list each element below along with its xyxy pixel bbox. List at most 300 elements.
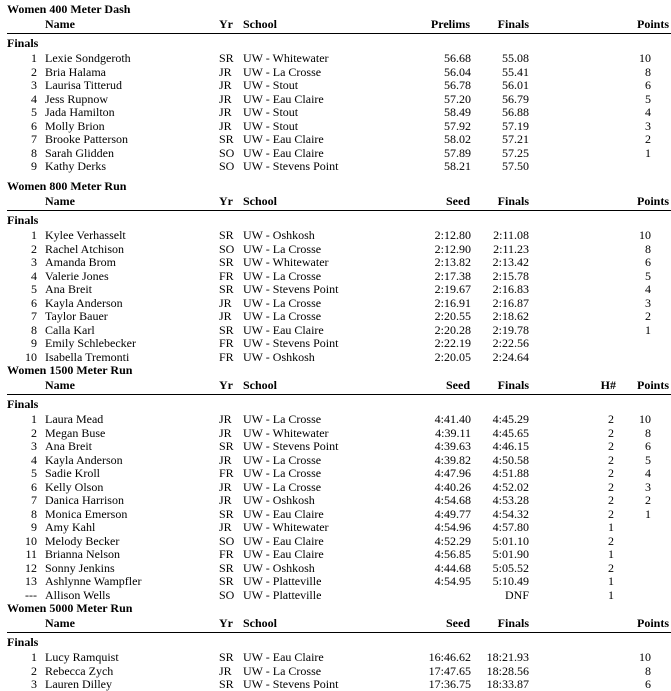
school: UW - La Crosse [243, 466, 322, 480]
header-name: Name [45, 616, 75, 630]
heat-number: 2 [608, 439, 614, 453]
header-school: School [243, 194, 278, 208]
header-name: Name [45, 17, 75, 31]
athlete-name: Allison Wells [45, 587, 111, 602]
points: 3 [645, 118, 651, 133]
result-row [0, 547, 671, 561]
seed-or-prelim: 4:39.63 [434, 439, 471, 453]
final-time: 4:52.02 [492, 479, 529, 494]
athlete-name: Brianna Nelson [45, 547, 120, 561]
place: 9 [31, 520, 37, 534]
points: 4 [645, 105, 651, 119]
school: UW - La Crosse [243, 309, 322, 323]
seed-or-prelim: 56.04 [444, 64, 471, 79]
header-yr: Yr [219, 378, 233, 392]
year: JR [219, 78, 232, 92]
athlete-name: Jess Rupnow [45, 91, 109, 106]
seed-or-prelim: 4:44.68 [434, 560, 471, 575]
school: UW - Eau Claire [243, 533, 324, 548]
year: JR [219, 91, 232, 106]
athlete-name: Kayla Anderson [45, 452, 123, 467]
school: UW - Stevens Point [243, 336, 339, 350]
header-col2: Finals [497, 17, 529, 31]
place: 5 [31, 282, 37, 296]
place: 3 [31, 677, 37, 691]
header-yr: Yr [219, 17, 233, 31]
result-row [0, 309, 671, 323]
header-rule [7, 394, 671, 395]
heat-number: 2 [608, 466, 614, 480]
seed-or-prelim: 4:56.85 [434, 547, 471, 561]
place: 8 [31, 145, 37, 160]
place: 9 [31, 336, 37, 350]
points: 5 [645, 91, 651, 106]
seed-or-prelim: 4:52.29 [434, 533, 471, 548]
school: UW - Oshkosh [243, 349, 315, 364]
points: 8 [645, 663, 651, 678]
header-school: School [243, 378, 278, 392]
place: 8 [31, 506, 37, 521]
column-header [0, 378, 671, 392]
section-label: Finals [7, 397, 39, 411]
header-rule [7, 632, 671, 633]
result-row [0, 520, 671, 534]
athlete-name: Rebecca Zych [45, 663, 114, 678]
year: SR [219, 506, 234, 521]
year: FR [219, 547, 234, 561]
header-col1: Seed [446, 616, 470, 630]
seed-or-prelim: 57.89 [444, 145, 471, 160]
header-col1: Seed [446, 378, 470, 392]
final-time: 18:21.93 [486, 650, 529, 664]
final-time: 18:28.56 [486, 663, 529, 678]
result-row [0, 159, 671, 173]
header-yr: Yr [219, 616, 233, 630]
final-time: 4:50.58 [492, 452, 529, 467]
athlete-name: Bria Halama [45, 64, 106, 79]
final-time: 4:51.88 [492, 466, 529, 480]
year: JR [219, 412, 232, 426]
year: SR [219, 574, 234, 588]
athlete-name: Valerie Jones [45, 268, 109, 283]
points: 10 [639, 228, 651, 242]
final-time: 2:15.78 [492, 268, 529, 283]
year: JR [219, 452, 232, 467]
athlete-name: Sarah Glidden [45, 145, 114, 160]
header-col2: Finals [497, 616, 529, 630]
section-label: Finals [7, 635, 39, 649]
place: 7 [31, 132, 37, 146]
result-row [0, 323, 671, 337]
event-title: Women 5000 Meter Run [7, 601, 133, 615]
header-name: Name [45, 194, 75, 208]
athlete-name: Monica Emerson [45, 506, 128, 521]
seed-or-prelim: 4:41.40 [434, 412, 471, 426]
place: 4 [31, 452, 37, 467]
year: JR [219, 425, 232, 440]
place: 7 [31, 493, 37, 507]
header-school: School [243, 616, 278, 630]
year: SR [219, 51, 234, 65]
points: 1 [645, 145, 651, 160]
athlete-name: Ana Breit [45, 439, 92, 453]
seed-or-prelim: 58.49 [444, 105, 471, 119]
final-time: 57.25 [502, 145, 529, 160]
place: 3 [31, 78, 37, 92]
result-row [0, 350, 671, 364]
seed-or-prelim: 58.21 [444, 159, 471, 173]
result-row [0, 119, 671, 133]
athlete-name: Lucy Ramquist [45, 650, 119, 664]
seed-or-prelim: 4:54.68 [434, 493, 471, 507]
final-time: 57.50 [502, 159, 529, 173]
school: UW - La Crosse [243, 412, 322, 426]
place: 10 [25, 349, 37, 364]
result-row [0, 439, 671, 453]
result-row [0, 255, 671, 269]
result-row [0, 242, 671, 256]
result-row [0, 105, 671, 119]
seed-or-prelim: 16:46.62 [428, 650, 471, 664]
place: 6 [31, 295, 37, 310]
school: UW - Eau Claire [243, 91, 324, 106]
year: SO [219, 145, 235, 160]
result-row [0, 453, 671, 467]
school: UW - Oshkosh [243, 493, 315, 507]
points: 2 [645, 132, 651, 146]
year: JR [219, 64, 232, 79]
year: FR [219, 336, 234, 350]
athlete-name: Amy Kahl [45, 520, 96, 534]
result-row [0, 561, 671, 575]
athlete-name: Jada Hamilton [45, 105, 115, 119]
result-row [0, 412, 671, 426]
seed-or-prelim: 2:20.55 [434, 309, 471, 323]
result-row [0, 269, 671, 283]
place: 3 [31, 439, 37, 453]
final-time: 4:54.32 [492, 506, 529, 521]
place: 11 [25, 547, 37, 561]
header-name: Name [45, 378, 75, 392]
school: UW - Eau Claire [243, 547, 324, 561]
place: 1 [31, 650, 37, 664]
heat-number: 2 [608, 425, 614, 440]
school: UW - Platteville [243, 574, 322, 588]
year: SR [219, 255, 234, 269]
athlete-name: Kathy Derks [45, 159, 106, 173]
place: 6 [31, 479, 37, 494]
final-time: 55.41 [502, 64, 529, 79]
header-col1: Seed [446, 194, 470, 208]
place: 1 [31, 51, 37, 65]
points: 6 [645, 255, 651, 269]
result-row [0, 507, 671, 521]
place: 7 [31, 309, 37, 323]
final-time: DNF [504, 587, 529, 602]
heat-number: 2 [608, 533, 614, 548]
header-points: Points [636, 378, 669, 392]
school: UW - Oshkosh [243, 228, 315, 242]
place: 2 [31, 425, 37, 440]
school: UW - Whitewater [243, 255, 329, 269]
year: JR [219, 105, 232, 119]
seed-or-prelim: 4:39.11 [435, 425, 471, 440]
school: UW - Stevens Point [243, 439, 339, 453]
athlete-name: Sonny Jenkins [45, 560, 115, 575]
heat-number: 2 [608, 560, 614, 575]
final-time: 4:46.15 [492, 439, 529, 453]
place: 4 [31, 268, 37, 283]
header-rule [7, 210, 671, 211]
athlete-name: Laurisa Titterud [45, 78, 122, 92]
year: SR [219, 282, 234, 296]
school: UW - Stevens Point [243, 677, 339, 691]
athlete-name: Molly Brion [45, 118, 105, 133]
athlete-name: Sadie Kroll [45, 466, 100, 480]
year: SR [219, 439, 234, 453]
final-time: 4:45.65 [492, 425, 529, 440]
place: 2 [31, 663, 37, 678]
final-time: 18:33.87 [486, 677, 529, 691]
points: 4 [645, 282, 651, 296]
school: UW - Eau Claire [243, 132, 324, 146]
final-time: 56.88 [502, 105, 529, 119]
school: UW - Stout [243, 118, 299, 133]
points: 8 [645, 241, 651, 256]
event-title: Women 800 Meter Run [7, 179, 127, 193]
points: 6 [645, 78, 651, 92]
header-school: School [243, 17, 278, 31]
athlete-name: Calla Karl [45, 322, 95, 337]
final-time: 2:16.83 [492, 282, 529, 296]
seed-or-prelim: 2:17.38 [434, 268, 471, 283]
seed-or-prelim: 2:16.91 [434, 295, 471, 310]
points: 10 [639, 51, 651, 65]
seed-or-prelim: 57.20 [444, 91, 471, 106]
athlete-name: Kelly Olson [45, 479, 104, 494]
points: 10 [639, 412, 651, 426]
result-row [0, 493, 671, 507]
year: JR [219, 295, 232, 310]
seed-or-prelim: 4:54.96 [434, 520, 471, 534]
athlete-name: Brooke Patterson [45, 132, 128, 146]
school: UW - Stevens Point [243, 282, 339, 296]
school: UW - La Crosse [243, 452, 322, 467]
heat-number: 1 [608, 587, 614, 602]
result-row [0, 296, 671, 310]
place: 12 [25, 560, 37, 575]
year: SO [219, 533, 235, 548]
athlete-name: Amanda Brom [45, 255, 116, 269]
place: 10 [25, 533, 37, 548]
result-row [0, 228, 671, 242]
header-yr: Yr [219, 194, 233, 208]
points: 6 [645, 677, 651, 691]
athlete-name: Taylor Bauer [45, 309, 108, 323]
header-points: Points [636, 616, 669, 630]
header-col1: Prelims [430, 17, 470, 31]
result-row [0, 146, 671, 160]
place: 4 [31, 91, 37, 106]
place: 1 [31, 228, 37, 242]
school: UW - Whitewater [243, 520, 329, 534]
final-time: 2:24.64 [492, 349, 529, 364]
result-row [0, 466, 671, 480]
school: UW - La Crosse [243, 64, 322, 79]
final-time: 4:45.29 [492, 412, 529, 426]
seed-or-prelim: 57.92 [444, 118, 471, 133]
final-time: 2:11.08 [493, 228, 529, 242]
final-time: 5:10.49 [492, 574, 529, 588]
seed-or-prelim: 2:20.28 [434, 322, 471, 337]
heat-number: 2 [608, 412, 614, 426]
school: UW - La Crosse [243, 241, 322, 256]
points: 8 [645, 64, 651, 79]
points: 2 [645, 493, 651, 507]
place: 8 [31, 322, 37, 337]
points: 6 [645, 439, 651, 453]
place: 3 [31, 255, 37, 269]
points: 8 [645, 425, 651, 440]
athlete-name: Ashlynne Wampfler [45, 574, 142, 588]
result-row [0, 588, 671, 602]
year: SO [219, 587, 235, 602]
year: SO [219, 241, 235, 256]
year: FR [219, 268, 234, 283]
year: SR [219, 322, 234, 337]
seed-or-prelim: 2:20.05 [434, 349, 471, 364]
result-row [0, 650, 671, 664]
result-row [0, 574, 671, 588]
seed-or-prelim: 17:47.65 [428, 663, 471, 678]
place: 13 [25, 574, 37, 588]
final-time: 4:57.80 [492, 520, 529, 534]
points: 3 [645, 479, 651, 494]
athlete-name: Melody Becker [45, 533, 120, 548]
points: 5 [645, 268, 651, 283]
points: 1 [645, 506, 651, 521]
result-row [0, 282, 671, 296]
athlete-name: Lexie Sondgeroth [45, 51, 131, 65]
year: SR [219, 132, 234, 146]
heat-number: 1 [608, 574, 614, 588]
school: UW - Oshkosh [243, 560, 315, 575]
school: UW - La Crosse [243, 295, 322, 310]
final-time: 4:53.28 [492, 493, 529, 507]
seed-or-prelim: 2:12.80 [434, 228, 471, 242]
result-row [0, 78, 671, 92]
seed-or-prelim: 56.78 [444, 78, 471, 92]
year: FR [219, 466, 234, 480]
athlete-name: Kylee Verhasselt [45, 228, 126, 242]
result-row [0, 132, 671, 146]
place: 1 [31, 412, 37, 426]
athlete-name: Emily Schlebecker [45, 336, 136, 350]
seed-or-prelim: 2:19.67 [434, 282, 471, 296]
athlete-name: Lauren Dilley [45, 677, 112, 691]
event-title: Women 400 Meter Dash [7, 2, 131, 16]
heat-number: 2 [608, 452, 614, 467]
school: UW - Stout [243, 78, 299, 92]
event-title: Women 1500 Meter Run [7, 363, 133, 377]
seed-or-prelim: 56.68 [444, 51, 471, 65]
result-row [0, 480, 671, 494]
final-time: 55.08 [502, 51, 529, 65]
year: JR [219, 520, 232, 534]
year: JR [219, 493, 232, 507]
place: 5 [31, 105, 37, 119]
year: JR [219, 663, 232, 678]
athlete-name: Megan Buse [45, 425, 106, 440]
seed-or-prelim: 4:54.95 [434, 574, 471, 588]
final-time: 5:01.90 [492, 547, 529, 561]
final-time: 2:22.56 [492, 336, 529, 350]
points: 2 [645, 309, 651, 323]
final-time: 56.01 [502, 78, 529, 92]
section-label: Finals [7, 213, 39, 227]
year: JR [219, 479, 232, 494]
place: 2 [31, 241, 37, 256]
heat-number: 1 [608, 547, 614, 561]
points: 10 [639, 650, 651, 664]
athlete-name: Danica Harrison [45, 493, 124, 507]
school: UW - Whitewater [243, 425, 329, 440]
place: 2 [31, 64, 37, 79]
final-time: 56.79 [502, 91, 529, 106]
school: UW - Whitewater [243, 51, 329, 65]
school: UW - La Crosse [243, 268, 322, 283]
column-header [0, 17, 671, 31]
column-header [0, 194, 671, 208]
result-row [0, 92, 671, 106]
heat-number: 2 [608, 506, 614, 521]
heat-number: 2 [608, 479, 614, 494]
school: UW - Stout [243, 105, 299, 119]
school: UW - Stevens Point [243, 159, 339, 173]
seed-or-prelim: 2:22.19 [434, 336, 471, 350]
seed-or-prelim: 2:12.90 [434, 241, 471, 256]
points: 1 [645, 322, 651, 337]
year: SO [219, 159, 235, 173]
result-row [0, 336, 671, 350]
header-points: Points [636, 194, 669, 208]
result-row [0, 51, 671, 65]
seed-or-prelim: 4:39.82 [434, 452, 471, 467]
athlete-name: Rachel Atchison [45, 241, 124, 256]
header-col2: Finals [497, 378, 529, 392]
year: SR [219, 560, 234, 575]
school: UW - Eau Claire [243, 322, 324, 337]
header-col2: Finals [497, 194, 529, 208]
column-header [0, 616, 671, 630]
school: UW - La Crosse [243, 479, 322, 494]
result-row [0, 677, 671, 691]
seed-or-prelim: 4:49.77 [434, 506, 471, 521]
athlete-name: Ana Breit [45, 282, 92, 296]
seed-or-prelim: 4:40.26 [434, 479, 471, 494]
athlete-name: Isabella Tremonti [45, 349, 130, 364]
school: UW - Eau Claire [243, 650, 324, 664]
result-row [0, 426, 671, 440]
result-row [0, 65, 671, 79]
final-time: 2:16.87 [492, 295, 529, 310]
school: UW - Eau Claire [243, 506, 324, 521]
place: 9 [31, 159, 37, 173]
seed-or-prelim: 58.02 [444, 132, 471, 146]
year: SR [219, 677, 234, 691]
seed-or-prelim: 4:47.96 [434, 466, 471, 480]
year: SR [219, 650, 234, 664]
